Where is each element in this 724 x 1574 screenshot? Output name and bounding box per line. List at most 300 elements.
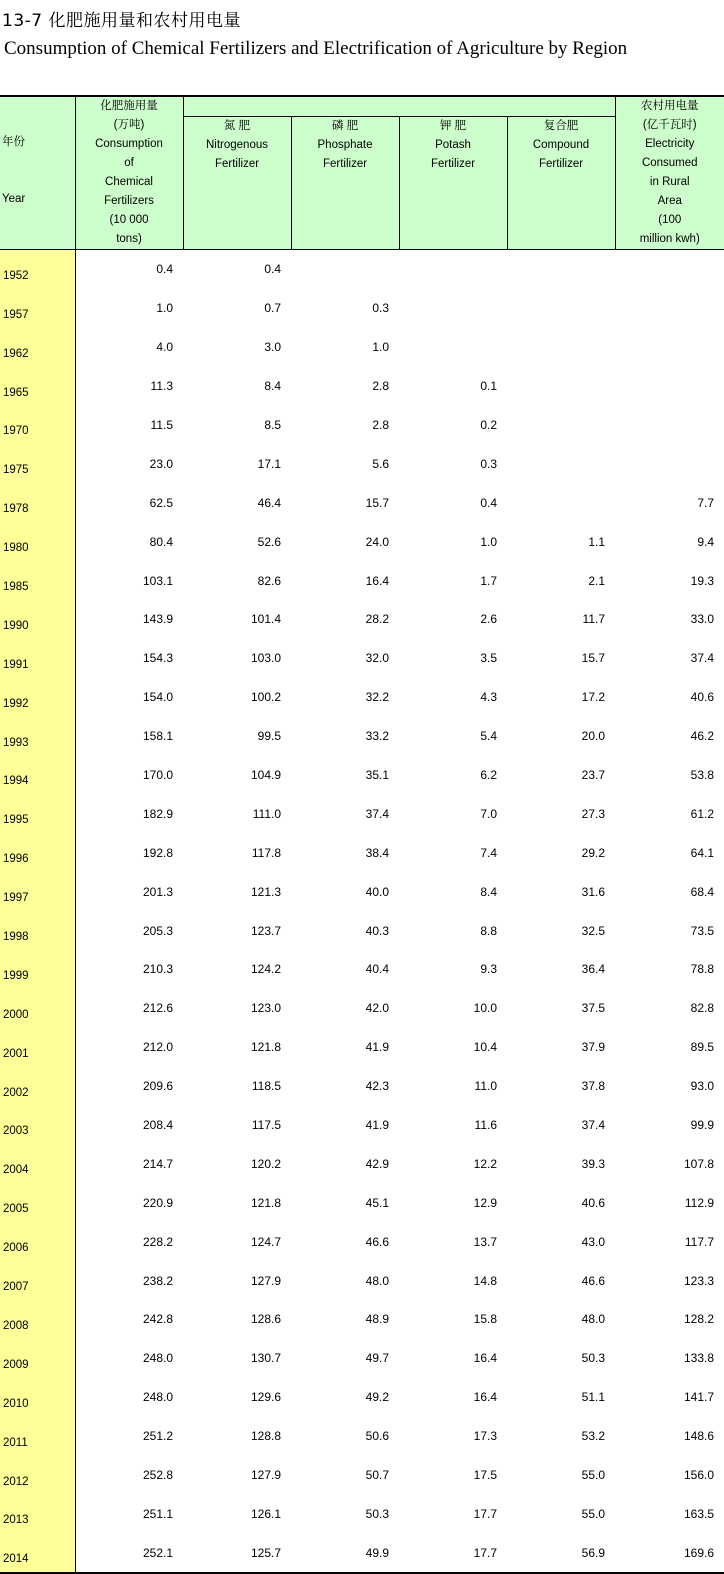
year-cell: 1992 (0, 678, 75, 717)
value-cell: 6.2 (399, 756, 507, 795)
value-cell: 143.9 (75, 600, 183, 639)
header-line: 化肥施用量 (76, 97, 183, 116)
value-cell: 93.0 (615, 1067, 724, 1106)
table-row (0, 444, 724, 483)
year-cell: 1993 (0, 717, 75, 756)
value-cell: 73.5 (615, 911, 724, 950)
value-cell: 248.0 (75, 1378, 183, 1417)
value-cell: 29.2 (507, 833, 615, 872)
year-cell: 1998 (0, 911, 75, 950)
value-cell: 53.2 (507, 1417, 615, 1456)
value-cell: 3.5 (399, 639, 507, 678)
value-cell: 248.0 (75, 1339, 183, 1378)
value-cell: 4.0 (75, 328, 183, 367)
header-line: tons) (76, 230, 183, 249)
total-consumption-header (75, 96, 183, 250)
year-cell: 2003 (0, 1106, 75, 1145)
fertilizer-electricity-table (0, 95, 724, 1574)
value-cell: 170.0 (75, 756, 183, 795)
value-cell: 9.3 (399, 950, 507, 989)
value-cell (507, 250, 615, 289)
header-line: Fertilizers (76, 192, 183, 211)
header-line: 复合肥 (508, 117, 615, 136)
value-cell: 37.4 (291, 794, 399, 833)
table-row (0, 1106, 724, 1145)
value-cell: 124.7 (183, 1222, 291, 1261)
value-cell: 121.8 (183, 1028, 291, 1067)
value-cell (291, 250, 399, 289)
header-line: Fertilizer (292, 155, 399, 174)
year-cell: 1997 (0, 872, 75, 911)
page-title-cn: 13-7 化肥施用量和农村用电量 (2, 6, 241, 31)
value-cell: 117.7 (615, 1222, 724, 1261)
value-cell (615, 367, 724, 406)
value-cell: 33.0 (615, 600, 724, 639)
value-cell: 42.0 (291, 989, 399, 1028)
header-line: (100 (616, 211, 724, 230)
value-cell (399, 328, 507, 367)
value-cell: 50.3 (291, 1495, 399, 1534)
value-cell: 251.1 (75, 1495, 183, 1534)
value-cell: 40.0 (291, 872, 399, 911)
value-cell: 242.8 (75, 1300, 183, 1339)
value-cell: 0.4 (183, 250, 291, 289)
header-line: in Rural (616, 173, 724, 192)
value-cell: 127.9 (183, 1456, 291, 1495)
value-cell: 169.6 (615, 1533, 724, 1573)
potash-header (399, 117, 507, 250)
header-line: Chemical (76, 173, 183, 192)
year-cell: 2002 (0, 1067, 75, 1106)
fertilizer-group-header (183, 96, 615, 117)
year-cell: 2013 (0, 1495, 75, 1534)
value-cell: 27.3 (507, 794, 615, 833)
value-cell: 0.2 (399, 406, 507, 445)
value-cell: 11.3 (75, 367, 183, 406)
value-cell: 53.8 (615, 756, 724, 795)
value-cell: 0.4 (399, 483, 507, 522)
value-cell: 62.5 (75, 483, 183, 522)
value-cell: 210.3 (75, 950, 183, 989)
value-cell: 123.0 (183, 989, 291, 1028)
value-cell: 36.4 (507, 950, 615, 989)
table-row (0, 522, 724, 561)
value-cell (507, 483, 615, 522)
value-cell (615, 289, 724, 328)
year-header-cn: 年份 (0, 133, 75, 152)
value-cell: 7.0 (399, 794, 507, 833)
value-cell: 127.9 (183, 1261, 291, 1300)
header-line: Compound (508, 136, 615, 155)
value-cell: 11.6 (399, 1106, 507, 1145)
value-cell: 35.1 (291, 756, 399, 795)
value-cell (615, 328, 724, 367)
value-cell: 49.2 (291, 1378, 399, 1417)
table-row (0, 1456, 724, 1495)
year-cell: 2006 (0, 1222, 75, 1261)
header-line: Nitrogenous (184, 136, 291, 155)
value-cell: 78.8 (615, 950, 724, 989)
year-cell: 1996 (0, 833, 75, 872)
year-cell: 2010 (0, 1378, 75, 1417)
year-cell: 2014 (0, 1533, 75, 1573)
table-row (0, 600, 724, 639)
value-cell: 4.3 (399, 678, 507, 717)
table-row (0, 872, 724, 911)
year-cell: 1999 (0, 950, 75, 989)
value-cell: 42.9 (291, 1144, 399, 1183)
value-cell: 123.3 (615, 1261, 724, 1300)
value-cell: 40.3 (291, 911, 399, 950)
value-cell: 7.7 (615, 483, 724, 522)
table-row (0, 1417, 724, 1456)
value-cell: 24.0 (291, 522, 399, 561)
table-row (0, 1028, 724, 1067)
value-cell: 20.0 (507, 717, 615, 756)
nitrogenous-header (183, 117, 291, 250)
phosphate-header (291, 117, 399, 250)
table-row (0, 367, 724, 406)
table-row (0, 639, 724, 678)
value-cell: 148.6 (615, 1417, 724, 1456)
value-cell: 133.8 (615, 1339, 724, 1378)
value-cell: 154.0 (75, 678, 183, 717)
table-row (0, 406, 724, 445)
year-cell: 1991 (0, 639, 75, 678)
value-cell: 41.9 (291, 1106, 399, 1145)
value-cell: 23.7 (507, 756, 615, 795)
value-cell: 52.6 (183, 522, 291, 561)
value-cell: 15.7 (507, 639, 615, 678)
header-line: (亿千瓦时) (616, 116, 724, 135)
table-row (0, 756, 724, 795)
value-cell: 103.1 (75, 561, 183, 600)
value-cell: 82.8 (615, 989, 724, 1028)
value-cell: 7.4 (399, 833, 507, 872)
table-row (0, 717, 724, 756)
value-cell: 128.8 (183, 1417, 291, 1456)
year-cell: 2009 (0, 1339, 75, 1378)
value-cell: 154.3 (75, 639, 183, 678)
value-cell: 40.6 (615, 678, 724, 717)
value-cell: 252.8 (75, 1456, 183, 1495)
value-cell: 50.6 (291, 1417, 399, 1456)
table-row (0, 911, 724, 950)
value-cell (507, 444, 615, 483)
value-cell: 117.5 (183, 1106, 291, 1145)
year-cell: 2005 (0, 1183, 75, 1222)
value-cell: 118.5 (183, 1067, 291, 1106)
value-cell: 0.3 (291, 289, 399, 328)
year-cell: 2012 (0, 1456, 75, 1495)
value-cell: 10.4 (399, 1028, 507, 1067)
value-cell: 121.8 (183, 1183, 291, 1222)
table-row (0, 328, 724, 367)
value-cell: 163.5 (615, 1495, 724, 1534)
value-cell: 11.5 (75, 406, 183, 445)
year-cell: 2007 (0, 1261, 75, 1300)
value-cell: 42.3 (291, 1067, 399, 1106)
header-line: Potash (400, 136, 507, 155)
value-cell: 55.0 (507, 1495, 615, 1534)
value-cell: 48.9 (291, 1300, 399, 1339)
year-cell: 1994 (0, 756, 75, 795)
value-cell: 252.1 (75, 1533, 183, 1573)
header-line: 氮 肥 (184, 117, 291, 136)
value-cell: 46.4 (183, 483, 291, 522)
value-cell: 32.5 (507, 911, 615, 950)
value-cell: 9.4 (615, 522, 724, 561)
header-line: of (76, 154, 183, 173)
compound-header (507, 117, 615, 250)
value-cell: 51.1 (507, 1378, 615, 1417)
value-cell: 46.2 (615, 717, 724, 756)
year-cell: 2001 (0, 1028, 75, 1067)
value-cell: 8.4 (183, 367, 291, 406)
electricity-header (615, 96, 724, 250)
value-cell: 205.3 (75, 911, 183, 950)
year-header-en: Year (0, 190, 75, 209)
value-cell: 37.4 (615, 639, 724, 678)
year-cell: 1985 (0, 561, 75, 600)
value-cell: 141.7 (615, 1378, 724, 1417)
value-cell: 212.6 (75, 989, 183, 1028)
header-line: Fertilizer (184, 155, 291, 174)
table-body (0, 250, 724, 1574)
value-cell: 17.7 (399, 1533, 507, 1573)
value-cell (399, 289, 507, 328)
header-line: Fertilizer (508, 155, 615, 174)
year-header (0, 96, 75, 250)
value-cell: 103.0 (183, 639, 291, 678)
value-cell: 40.6 (507, 1183, 615, 1222)
value-cell: 64.1 (615, 833, 724, 872)
year-cell: 1975 (0, 444, 75, 483)
value-cell: 19.3 (615, 561, 724, 600)
table-row (0, 289, 724, 328)
table-row (0, 833, 724, 872)
value-cell: 11.0 (399, 1067, 507, 1106)
value-cell: 107.8 (615, 1144, 724, 1183)
table-row (0, 950, 724, 989)
value-cell: 68.4 (615, 872, 724, 911)
value-cell: 17.3 (399, 1417, 507, 1456)
value-cell: 124.2 (183, 950, 291, 989)
value-cell: 126.1 (183, 1495, 291, 1534)
value-cell: 17.1 (183, 444, 291, 483)
year-cell: 1970 (0, 406, 75, 445)
table-row (0, 1495, 724, 1534)
value-cell: 61.2 (615, 794, 724, 833)
value-cell (507, 367, 615, 406)
year-cell: 2011 (0, 1417, 75, 1456)
table-row (0, 1222, 724, 1261)
value-cell: 16.4 (399, 1339, 507, 1378)
value-cell: 37.5 (507, 989, 615, 1028)
value-cell: 17.7 (399, 1495, 507, 1534)
table-row (0, 1261, 724, 1300)
header-line: Area (616, 192, 724, 211)
value-cell: 48.0 (291, 1261, 399, 1300)
year-cell: 1952 (0, 250, 75, 289)
value-cell: 46.6 (507, 1261, 615, 1300)
value-cell: 12.9 (399, 1183, 507, 1222)
header-line: Electricity (616, 135, 724, 154)
value-cell: 89.5 (615, 1028, 724, 1067)
value-cell: 3.0 (183, 328, 291, 367)
value-cell: 28.2 (291, 600, 399, 639)
value-cell: 37.8 (507, 1067, 615, 1106)
value-cell: 41.9 (291, 1028, 399, 1067)
year-cell: 1965 (0, 367, 75, 406)
value-cell: 43.0 (507, 1222, 615, 1261)
value-cell: 214.7 (75, 1144, 183, 1183)
value-cell: 13.7 (399, 1222, 507, 1261)
value-cell: 1.0 (75, 289, 183, 328)
table-row (0, 1144, 724, 1183)
header-line: Phosphate (292, 136, 399, 155)
value-cell: 31.6 (507, 872, 615, 911)
value-cell (507, 406, 615, 445)
value-cell: 121.3 (183, 872, 291, 911)
page-title-en: Consumption of Chemical Fertilizers and Electrification of Agriculture by Region (4, 38, 627, 60)
header-line: Consumed (616, 154, 724, 173)
value-cell: 0.4 (75, 250, 183, 289)
value-cell: 38.4 (291, 833, 399, 872)
value-cell: 33.2 (291, 717, 399, 756)
value-cell (615, 444, 724, 483)
value-cell: 1.0 (399, 522, 507, 561)
value-cell: 49.7 (291, 1339, 399, 1378)
year-cell: 2004 (0, 1144, 75, 1183)
value-cell: 32.0 (291, 639, 399, 678)
value-cell: 1.0 (291, 328, 399, 367)
value-cell: 209.6 (75, 1067, 183, 1106)
value-cell: 112.9 (615, 1183, 724, 1222)
value-cell: 111.0 (183, 794, 291, 833)
header-line: 磷 肥 (292, 117, 399, 136)
value-cell: 49.9 (291, 1533, 399, 1573)
value-cell: 8.5 (183, 406, 291, 445)
value-cell: 55.0 (507, 1456, 615, 1495)
header-line: (10 000 (76, 211, 183, 230)
value-cell: 1.1 (507, 522, 615, 561)
year-cell: 1962 (0, 328, 75, 367)
table-row (0, 561, 724, 600)
value-cell: 50.7 (291, 1456, 399, 1495)
year-cell: 2000 (0, 989, 75, 1028)
value-cell: 2.6 (399, 600, 507, 639)
value-cell: 192.8 (75, 833, 183, 872)
value-cell: 120.2 (183, 1144, 291, 1183)
value-cell: 82.6 (183, 561, 291, 600)
table-row (0, 250, 724, 289)
value-cell: 45.1 (291, 1183, 399, 1222)
year-cell: 2008 (0, 1300, 75, 1339)
value-cell: 0.1 (399, 367, 507, 406)
header-line: Fertilizer (400, 155, 507, 174)
value-cell: 50.3 (507, 1339, 615, 1378)
year-cell: 1990 (0, 600, 75, 639)
value-cell: 129.6 (183, 1378, 291, 1417)
value-cell: 1.7 (399, 561, 507, 600)
value-cell: 48.0 (507, 1300, 615, 1339)
value-cell: 2.8 (291, 367, 399, 406)
value-cell: 130.7 (183, 1339, 291, 1378)
value-cell: 14.8 (399, 1261, 507, 1300)
table-row (0, 678, 724, 717)
value-cell: 37.4 (507, 1106, 615, 1145)
year-cell: 1957 (0, 289, 75, 328)
value-cell: 125.7 (183, 1533, 291, 1573)
value-cell: 228.2 (75, 1222, 183, 1261)
value-cell: 101.4 (183, 600, 291, 639)
value-cell: 10.0 (399, 989, 507, 1028)
table-row (0, 1300, 724, 1339)
value-cell: 23.0 (75, 444, 183, 483)
value-cell (507, 289, 615, 328)
value-cell: 46.6 (291, 1222, 399, 1261)
table-row (0, 1533, 724, 1573)
value-cell: 80.4 (75, 522, 183, 561)
value-cell: 15.7 (291, 483, 399, 522)
value-cell: 5.4 (399, 717, 507, 756)
year-cell: 1978 (0, 483, 75, 522)
header-line: (万吨) (76, 116, 183, 135)
value-cell: 8.4 (399, 872, 507, 911)
value-cell (615, 250, 724, 289)
value-cell: 37.9 (507, 1028, 615, 1067)
value-cell: 251.2 (75, 1417, 183, 1456)
value-cell: 99.9 (615, 1106, 724, 1145)
table-row (0, 794, 724, 833)
value-cell: 17.2 (507, 678, 615, 717)
header-line: million kwh) (616, 230, 724, 249)
value-cell: 17.5 (399, 1456, 507, 1495)
value-cell: 11.7 (507, 600, 615, 639)
table-row (0, 1339, 724, 1378)
header-line: Consumption (76, 135, 183, 154)
value-cell: 8.8 (399, 911, 507, 950)
value-cell: 158.1 (75, 717, 183, 756)
value-cell: 220.9 (75, 1183, 183, 1222)
year-cell: 1980 (0, 522, 75, 561)
header-line: 钾 肥 (400, 117, 507, 136)
value-cell: 12.2 (399, 1144, 507, 1183)
value-cell: 201.3 (75, 872, 183, 911)
value-cell: 0.7 (183, 289, 291, 328)
value-cell: 212.0 (75, 1028, 183, 1067)
value-cell: 15.8 (399, 1300, 507, 1339)
value-cell: 182.9 (75, 794, 183, 833)
header-line: 农村用电量 (616, 97, 724, 116)
value-cell: 0.3 (399, 444, 507, 483)
value-cell: 40.4 (291, 950, 399, 989)
value-cell: 32.2 (291, 678, 399, 717)
table-row (0, 483, 724, 522)
value-cell: 39.3 (507, 1144, 615, 1183)
table-row (0, 1067, 724, 1106)
table-row (0, 989, 724, 1028)
value-cell: 99.5 (183, 717, 291, 756)
table-row (0, 1183, 724, 1222)
year-cell: 1995 (0, 794, 75, 833)
value-cell: 2.1 (507, 561, 615, 600)
value-cell: 128.6 (183, 1300, 291, 1339)
value-cell: 238.2 (75, 1261, 183, 1300)
value-cell: 100.2 (183, 678, 291, 717)
value-cell (399, 250, 507, 289)
